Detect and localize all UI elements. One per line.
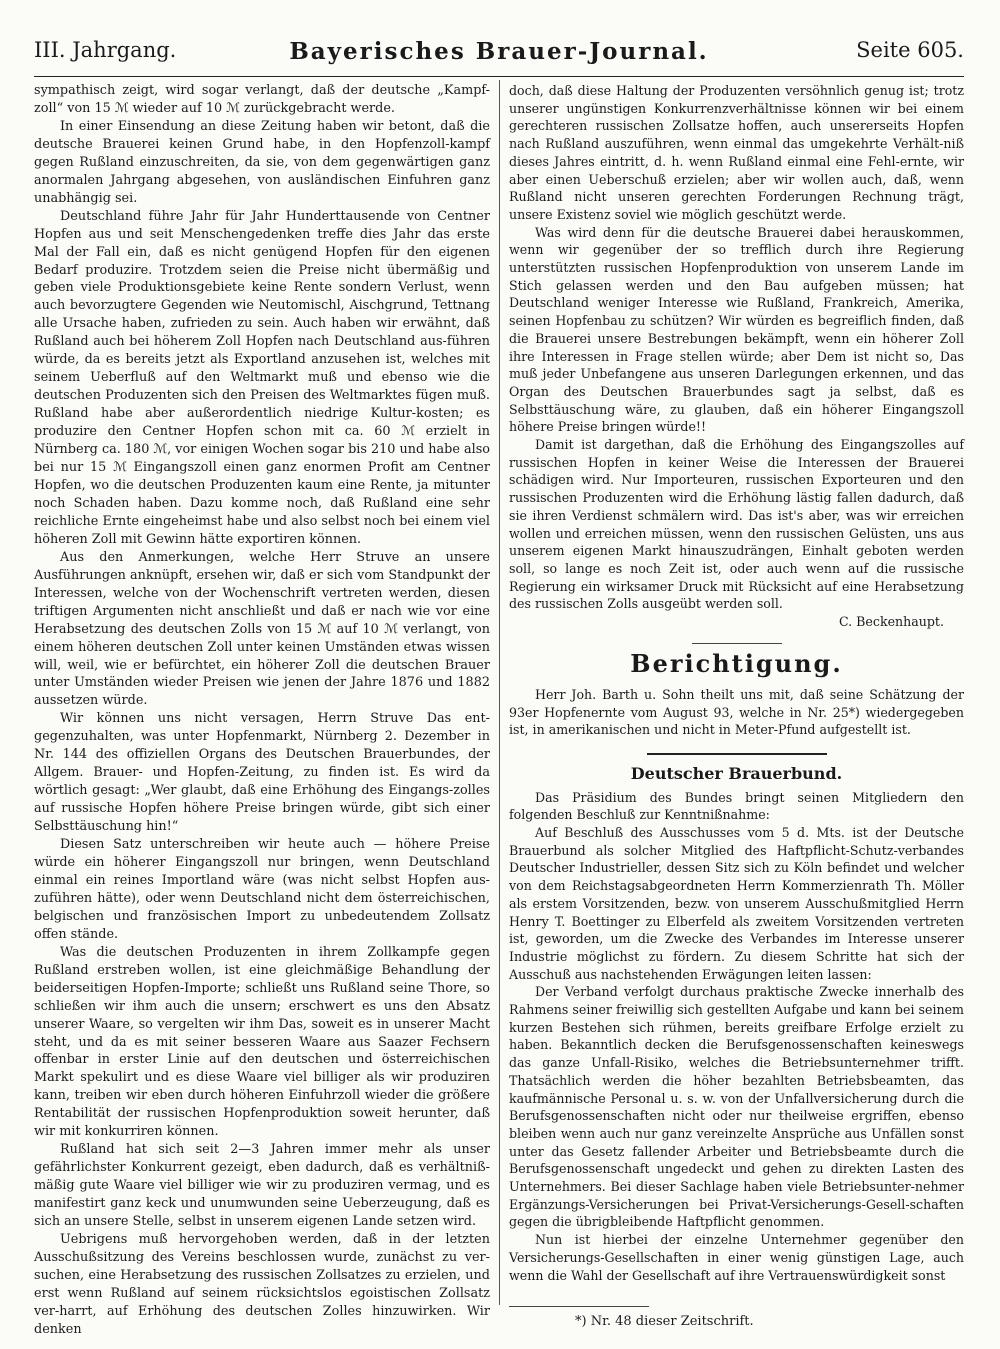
footnote: *) Nr. 48 dieser Zeitschrift. [575,1314,754,1330]
article-paragraph: Deutschland führe Jahr für Jahr Hunderttausende von Centner Hopfen aus und seit Menschengedenken treffe dies Jahr das erste Mal der Fall ein, daß es nicht genügend Hopfen für den eigenen Bedarf produzire. Trotzdem seien die Preise nicht übermäßig und geben viele Produktionsgebiete keine Rente sondern Verlust, wenn auch bevorzugtere Gegenden wie Neutomischl, Aischgrund, Tettnang alle Ursache haben, zufrieden zu sein. Auch haben wir erwähnt, daß Rußland auch bei höherem Zoll Hopfen nach Deutschland aus-führen würde, da es bereits jetzt als Exportland anzusehen ist, welches mit seinem Ueberfluß auf den Weltmarkt muß und ebenso wie die deutschen Produzenten sich den Preisen des Weltmarktes fügen muß. Rußland habe aber außerordentlich niedrige Kultur-kosten; es produzire den Centner Hopfen schon mit ca. 60 ℳ erzielt in Nürnberg ca. 180 ℳ, vor einigen Wochen sogar bis 210 und habe also bei nur 15 ℳ Eingangszoll einen ganz enormen Profit am Centner Hopfen, wo die deutschen Produzenten kaum eine Rente, ja mitunter noch Schaden haben. Dazu komme noch, daß Rußland eine sehr reichliche Ernte eingeheimst habe und also selbst noch bei einem viel höheren Zoll mit Gewinn hätte exportiren können. [34,208,490,547]
article-paragraph: Rußland hat sich seit 2—3 Jahren immer mehr als unser gefährlichster Konkurrent gezeigt, eben dadurch, daß es verhältniß-mäßig gute Waare viel billiger wie wir zu produziren vermag, und es manifestirt ganz keck und unumwunden seine Ueberzeugung, daß es sich an unsere Stelle, selbst in unserem eigenen Lande setzen wird. [34,1142,490,1230]
article-paragraph: Der Verband verfolgt durchaus praktische Zwecke innerhalb des Rahmens seiner freiwillig sich gestellten Aufgabe und kann bei seinem kurzen Bestehen sich rühmen, bereits greifbare Erfolge erzielt zu haben. Bekanntlich decken die Berufsgenossenschaften keineswegs das ganze Unfall-Risiko, welches die Betriebsunternehmer trifft. Thatsächlich werden die höher bezahlten Betriebsbeamten, das kaufmännische Personal u. s. w. von der Unfallversicherung durch die Berufsgenossenschaften nicht oder nur theilweise ergriffen, ebenso bleiben wenn auch nur ganz vereinzelte Ansprüche aus Unfällen sonst unter das Gesetz fallender Arbeiter und Betriebsbeamte durch die Berufsgenossenschaft ungedeckt und gehen zu direkten Lasten des Unternehmers. Bei dieser Sachlage haben viele Betriebsunter-nehmer Ergänzungs-Versicherungen bei Privat-Versicherungs-Gesell-schaften gegen die übrigbleibende Haftpflicht genommen. [509,984,964,1230]
article-paragraph: Aus den Anmerkungen, welche Herr Struve an unsere Ausführungen anknüpft, ersehen wir, daß er sich vom Standpunkt der Interessen, welche von der Wochenschrift vertreten werden, diesen triftigen Argumenten nicht anschließt und daß er nach wie vor eine Herabsetzung des deutschen Zolls von 15 ℳ auf 10 ℳ verlangt, von einem höheren deutschen Zoll unter keinen Umständen etwas wissen will, weil, wie er befürchtet, ein höherer Zoll die deutschen Brauer unter Umständen wieder Preisen wie jenen der Jahre 1876 und 1882 aussetzen würde. [34,549,490,709]
page-number: Seite 605. [856,38,964,62]
article-paragraph: Wir können uns nicht versagen, Herrn Struve Das ent-gegenzuhalten, was unter Hopfenmarkt, Nürnberg 2. Dezember in Nr. 144 des offiziellen Organs des Deutschen Brauerbundes, der Allgem. Brauer- und Hopfen-Zeitung, zu finden ist. Es wird da wörtlich gesagt: „Wer glaubt, daß eine Erhöhung des Eingangs-zolles auf russische Hopfen höhere Preise bringen würde, gibt sich einer Selbsttäuschung hin!“ [34,711,490,835]
correction-text: Herr Joh. Barth u. Sohn theilt uns mit, daß seine Schätzung der 93er Hopfenernte vom August 93, welche in Nr. 25*) wiedergegeben ist, in amerikanischen und nicht in Meter-Pfund aufgestellt ist. [509,686,964,738]
header-divider [34,76,964,77]
brauerbund-heading: Deutscher Brauerbund. [630,763,843,783]
article-paragraph: Was die deutschen Produzenten in ihrem Zollkampfe gegen Rußland erstreben wollen, ist eine gleichmäßige Behandlung der beiderseitigen Hopfen-Importe; schließt uns Rußland seine Thore, so schließen wir ihm auch die unsern; erschwert es uns den Absatz unserer Waare, so vergelten wir ihm Das, soweit es in unserer Macht steht, und da es mit seiner besseren Waare aus Saazer Fechsern offenbar in erster Linie auf den deutschen und österreichischen Markt spekulirt und es diese Waare viel billiger als wir produziren kann, treiben wir eben durch höheren Einfuhrzoll wieder die größere Rentabilität der russischen Hopfenproduktion soweit herunter, daß wir mit konkurriren können. [34,944,490,1140]
article-paragraph: doch, daß diese Haltung der Produzenten versöhnlich genug ist; trotz unserer ungünstigen Konkurrenzverhältnisse können wir bei einem gerechteren russischen Zollsatze hoffen, auch unsererseits Hopfen nach Rußland auszuführen, wenn einmal das umgekehrte Verhält-niß dieses Jahres eintritt, d. h. wenn Rußland einmal eine Fehl-ernte, wir aber einen Ueberschuß erzielen; aber wir wollen auch, daß, wenn Rußland nicht unseren gerechten Forderungen Rechnung trägt, unsere Existenz soviel wie möglich geschützt werde. [509,83,964,222]
footnote-divider [509,1306,649,1307]
article-paragraph: In einer Einsendung an diese Zeitung haben wir betont, daß die deutsche Brauerei keinen Grund habe, in den Hopfenzoll-kampf gegen Rußland einzuschreiten, da sie, von dem gegenwärtigen ganz anormalen Jahrgang abgesehen, von ausländischen Einfuhren ganz unabhängig sei. [34,118,490,206]
article-paragraph: sympathisch zeigt, wird sogar verlangt, daß der deutsche „Kampf-zoll“ von 15 ℳ wieder auf 10 ℳ zurückgebracht werde. [34,83,490,116]
section-divider [692,643,782,644]
author-signature: C. Beckenhaupt. [838,614,944,630]
article-paragraph: Auf Beschluß des Ausschusses vom 5 d. Mts. ist der Deutsche Brauerbund als solcher Mitglied des Haftpflicht-Schutz-verbandes Deutscher Industrieller, dessen Sitz sich zu Köln befindet und welcher von dem Reichstagsabgeordneten Herrn Kommerzienrath Th. Möller als erstem Vorsitzenden, bezw. von unserem Ausschußmitglied Herrn Henry T. Boettinger zu Elberfeld als zweitem Vorsitzenden vertreten ist, geworden, um die Zwecke des Verbandes im Interesse unserer Industrie möglichst zu fördern. Zu diesem Schritte hat sich der Ausschuß aus nachstehenden Erwägungen leiten lassen: [509,825,964,982]
left-column [34,82,490,1339]
article-paragraph: Diesen Satz unterschreiben wir heute auch — höhere Preise würde ein höherer Eingangszoll nur bringen, wenn Deutschland einmal ein reines Importland wäre (was nicht selbst Hopfen aus-zuführen hätte), oder wenn Deutschland nicht dem österreichischen, belgischen und französischen Import zu unbedeutendem Zollsatz offen stände. [34,837,490,942]
article-paragraph: Was wird denn für die deutsche Brauerei dabei herauskommen, wenn wir gegenüber der so trefflich durch ihre Regierung unterstützten russischen Hopfenproduktion von unserem Lande im Stich gelassen werden und den Bau aufgeben müssen; hat Deutschland weniger Interesse wie Rußland, Frankreich, Amerika, seinen Hopfenbau zu schützen? Wir würden es begreiflich finden, daß die Brauerei unsere Bestrebungen bekämpft, wenn ein höherer Zoll ihre Interessen in Frage stellen würde; aber Dem ist nicht so, Das muß jeder Unbefangene aus unseren Darlegungen erkennen, und das Organ des Deutschen Brauerbundes sagt ja selbst, daß es Selbsttäuschung wäre, zu glauben, daß ein höherer Eingangszoll höhere Preise bringen würde!! [509,224,964,435]
right-column [509,82,964,1331]
article-paragraph: Uebrigens muß hervorgehoben werden, daß in der letzten Ausschußsitzung des Vereins beschlossen wurde, zunächst zu ver-suchen, eine Herabsetzung des russischen Zollsatzes zu erzielen, und erst wenn Rußland auf seinem rücksichtslos egoistischen Zollsatz ver-harrt, auf Erhöhung des deutschen Zolles hinzuwirken. Wir denken [34,1232,490,1337]
article-paragraph: Das Präsidium des Bundes bringt seinen Mitgliedern den folgenden Beschluß zur Kenntnißnahme: [509,789,964,823]
article-paragraph: Nun ist hierbei der einzelne Unternehmer gegenüber den Versicherungs-Gesellschaften in einer wenig günstigen Lage, auch wenn die Wahl der Gesellschaft auf ihre Vertrauenswürdigkeit sonst [509,1232,964,1283]
page-header [34,38,964,70]
journal-title: Bayerisches Brauer-Journal. [289,38,709,65]
article-paragraph: Damit ist dargethan, daß die Erhöhung des Eingangszolles auf russischen Hopfen in keiner Weise die Interessen der Brauerei schädigen wird. Nur Importeuren, russischen Exporteuren und den russischen Produzenten wird die Erhöhung lästig fallen dadurch, daß sie ihren Verdienst schmälern wird. Das ist's aber, was wir erreichen wollen und erreichen müssen, wenn den russischen Gelüsten, uns aus unserem eigenen Markt hinauszudrängen, Einhalt geboten werden soll, so lange es noch Zeit ist, oder auch wenn auf die russische Regierung ein wirksamer Druck mit Rücksicht auf eine Herabsetzung des russischen Zolls ausgeübt werden soll. [509,437,964,612]
section-divider [647,753,827,755]
correction-heading: Berichtigung. [630,648,843,678]
volume-label: III. Jahrgang. [34,38,177,62]
column-divider [499,80,500,1305]
